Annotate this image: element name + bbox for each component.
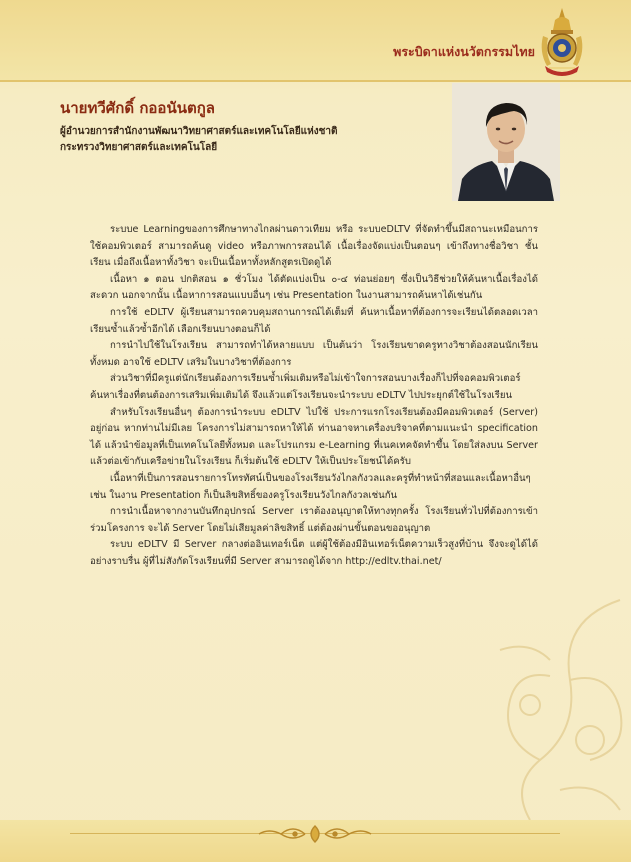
- header-title: พระบิดาแห่งนวัตกรรมไทย: [393, 44, 535, 59]
- paragraph: สำหรับโรงเรียนอื่นๆ ต้องการนำระบบ eDLTV ไปใช้ ประการแรกโรงเรียนต้องมีคอมพิวเตอร์ (Server) อยู่ก่อน หากท่านไม่มีเลย โครงการไม่สามารถหาให้ได้ ท่านอาจหาเครื่องบริจาคที่ตามแนะนำ specification ได้ แล้วนำข้อมูลที่เป็นเทคโนโลยีทั้งหมด และโปรแกรม e-Learning ที่เนคเทคจัดทำขึ้น โดยใส่ลงบน Server แล้วต่อเข้ากับเครือข่ายในโรงเรียน ก็เริ่มต้นใช้ eDLTV ให้เป็นประโยชน์ได้ครับ: [90, 406, 538, 468]
- paragraph: เนื้อหา ๑ ตอน ปกติสอน ๑ ชั่วโมง ได้ตัดแบ่งเป็น ๐-๔ ท่อนย่อยๆ ซึ่งเป็นวิธีช่วยให้ค้นหาเนื้อเรื่องได้สะดวก นอกจากนั้น เนื้อหาการสอนแบบอื่นๆ เช่น Presentation ในงานสามารถค้นหาได้เช่นกัน: [90, 273, 538, 302]
- header-divider: [0, 80, 631, 82]
- paragraph: การใช้ eDLTV ผู้เรียนสามารถควบคุมสถานการณ์ได้เต็มที่ ค้นหาเนื้อหาที่ต้องการจะเรียนได้ตลอดเวลา เรียนซ้ำแล้วซ้ำอีกได้ เลือกเรียนบางตอนก็ได้: [90, 306, 538, 335]
- paragraph: การนำไปใช้ในโรงเรียน สามารถทำได้หลายแบบ เป็นต้นว่า โรงเรียนขาดครูทางวิชาต้องสอนนักเรียนทั้งหมด อาจใช้ eDLTV เสริมในบางวิชาที่ต้องการ: [90, 340, 538, 368]
- portrait-photo: [452, 83, 560, 201]
- article-body: [90, 222, 538, 570]
- footer-ornament-icon: [255, 822, 375, 846]
- profile-position: ผู้อำนวยการสำนักงานพัฒนาวิทยาศาสตร์และเทคโนโลยีแห่งชาติ: [60, 126, 338, 137]
- paragraph: ส่วนวิชาที่มีครูแต่นักเรียนต้องการเรียนซ้ำเพิ่มเติมหรือไม่เข้าใจการสอนบางเรื่องก็ไปที่จอคอมพิวเตอร์ค้นหาเรื่องที่ตนต้องการเสริมเพิ่มเติมได้ จึงแล้วแต่โรงเรียนจะนำระบบ eDLTV ไปประยุกต์ใช้ในโรงเรียน: [90, 373, 521, 401]
- paragraph: ระบบ eDLTV มี Server กลางต่ออินเทอร์เน็ต แต่ผู้ใช้ต้องมีอินเทอร์เน็ตความเร็วสูงที่บ้าน จึงจะดูได้ได้อย่างราบรื่น ผู้ที่ไม่สังกัดโรงเรียนที่มี Server สามารถดูได้จาก http://edltv.thai.net/: [90, 539, 538, 567]
- profile-name: นายทวีศักดิ์ กออนันตกูล: [60, 99, 215, 117]
- paragraph: เนื้อหาที่เป็นการสอนรายการโทรทัศน์เป็นของโรงเรียนวังไกลกังวลและครูที่ทำหน้าที่สอนและเนื้อหาอื่นๆ เช่น ในงาน Presentation ก็เป็นลิขสิทธิ์ของครูโรงเรียนวังไกลกังวลเช่นกัน: [90, 472, 531, 501]
- floral-swirl-icon: [470, 590, 631, 830]
- paragraph: การนำเนื้อหาจากงานบันทึกอุปกรณ์ Server เราต้องอนุญาตให้ทางทุกครั้ง โรงเรียนทั่วไปที่ต้องการเข้าร่วมโครงการ จะได้ Server โดยไม่เสียมูลค่าลิขสิทธิ์ แต่ต้องผ่านขั้นตอนขออนุญาต: [90, 506, 538, 534]
- royal-emblem-icon: [537, 6, 587, 80]
- paragraph: ระบบe Learningของการศึกษาทางไกลผ่านดาวเทียม หรือ ระบบeDLTV ที่จัดทำขึ้นมีสถานะเหมือนการใช้คอมพิวเตอร์ สามารถค้นดู video หรือภาพการสอนได้ เนื้อเรื่องจัดแบ่งเป็นตอนๆ เข้าถึงทางชื่อวิชา ชั้นเรียน เมื่อถึงเนื้อหาทั้งวิชา จะเป็นเนื้อหาทั้งหลักสูตรเปิดดูได้: [90, 224, 538, 269]
- profile-ministry: กระทรวงวิทยาศาสตร์และเทคโนโลยี: [60, 142, 218, 153]
